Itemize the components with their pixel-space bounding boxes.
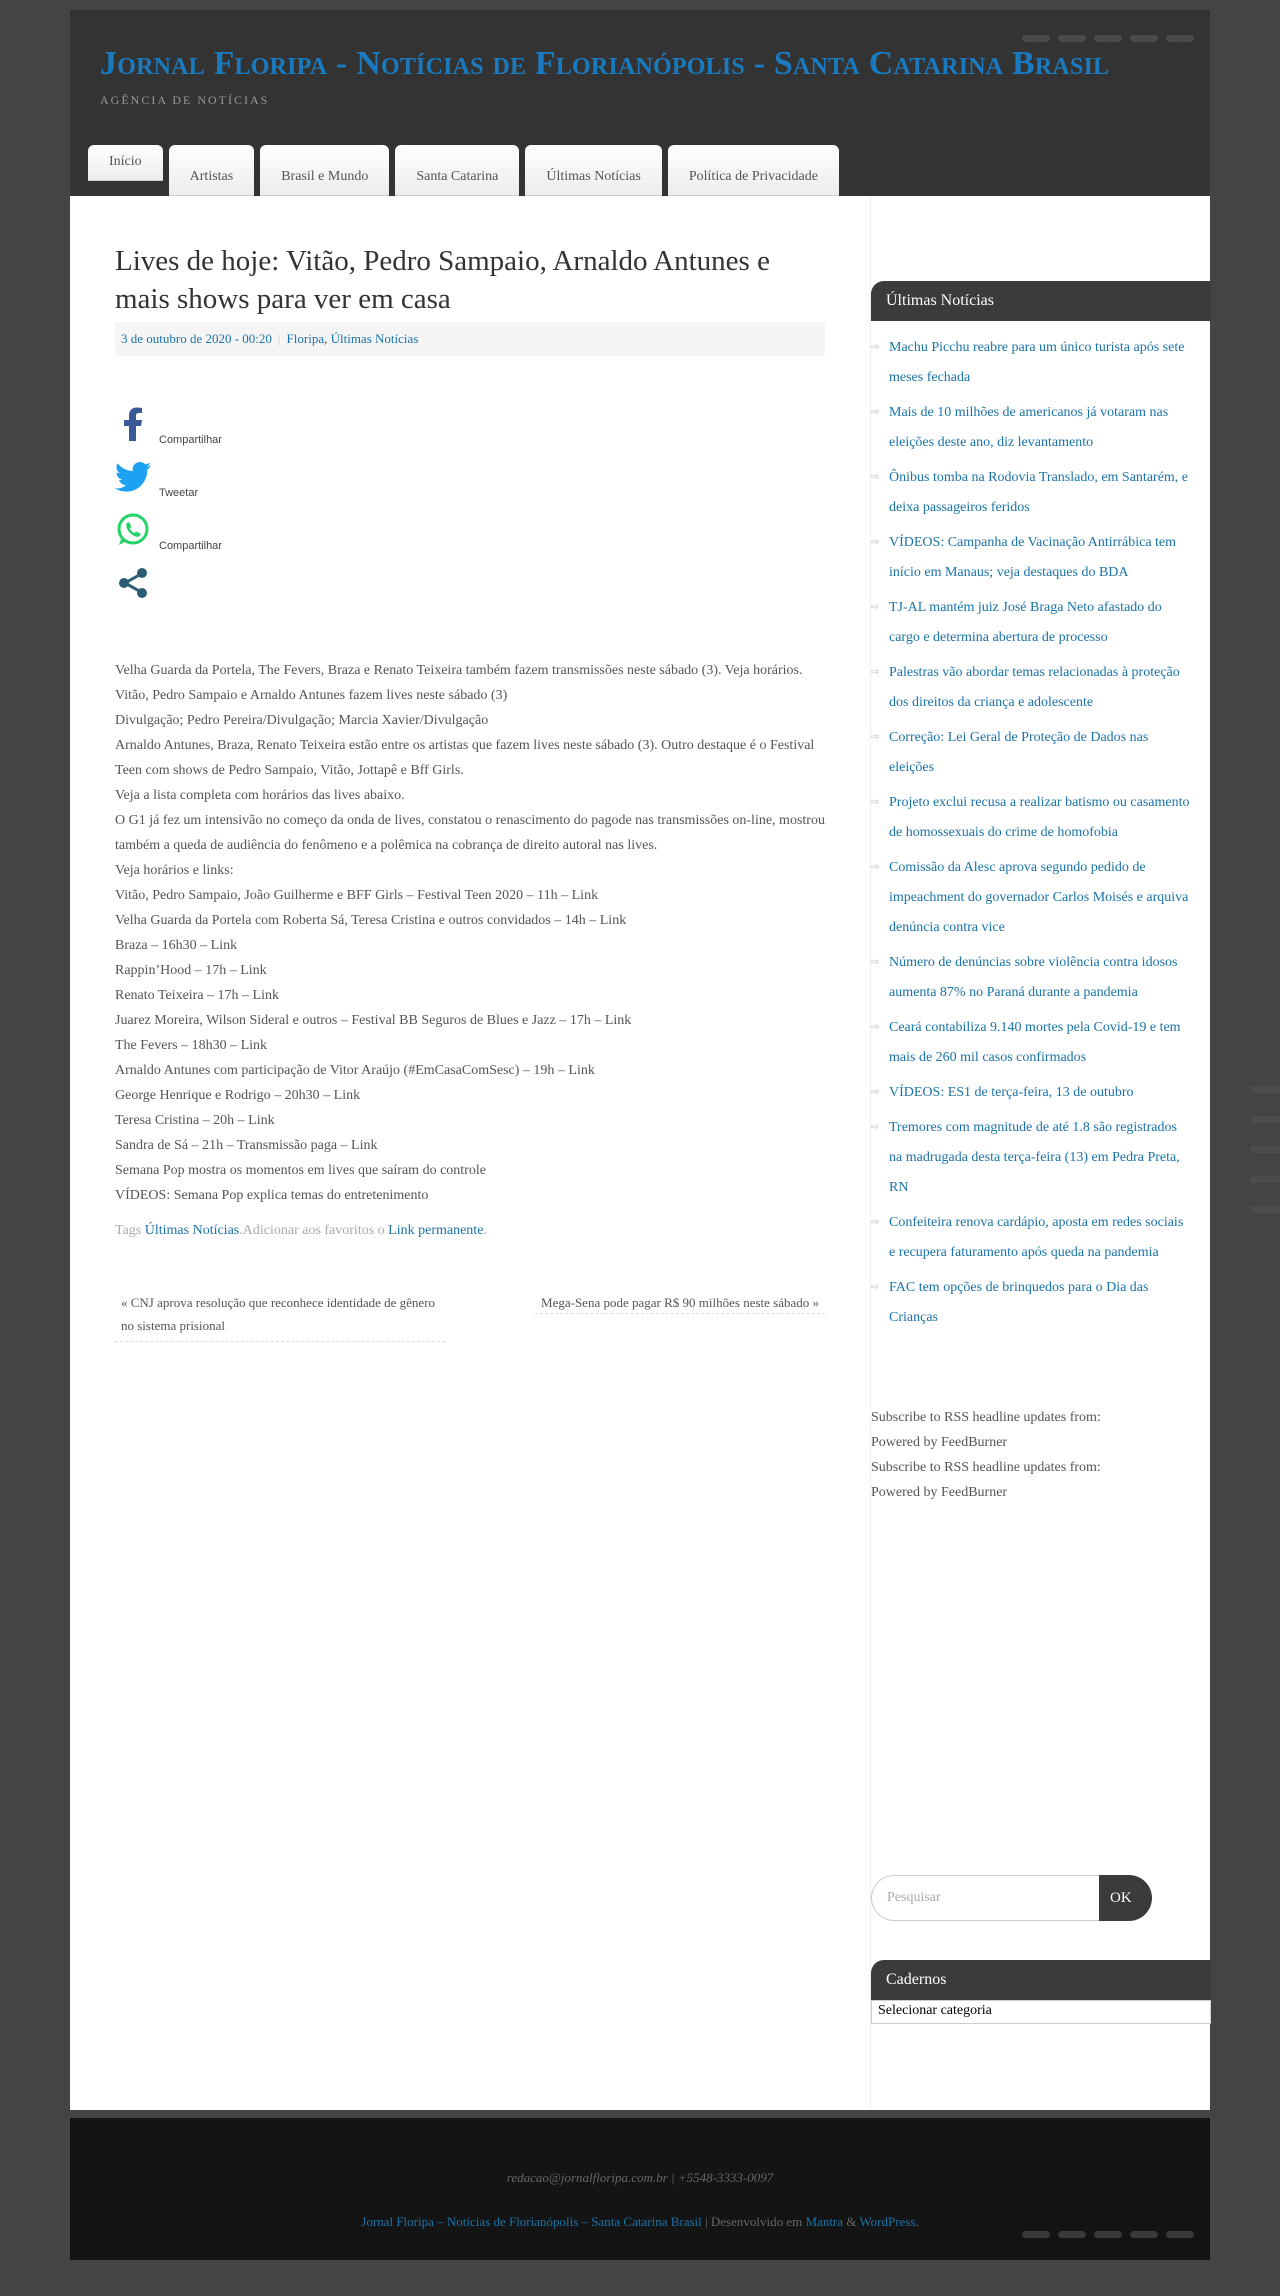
menu-item-inicio[interactable]: Início — [88, 145, 163, 181]
latest-news-item — [871, 398, 1191, 458]
permalink-link[interactable]: Link permanente — [388, 1223, 484, 1239]
post-paragraph: Braza – 16h30 – Link — [115, 938, 238, 954]
share-twitter-button[interactable] — [115, 459, 825, 512]
categories-title: Cadernos — [871, 1960, 1211, 2000]
site-title[interactable]: Jornal Floripa - Notícias de Florianópolis - Santa Catarina Brasil — [100, 45, 1110, 82]
category-link-ultimas-noticias[interactable]: Últimas Notícias — [330, 331, 419, 347]
footer-decoration — [1022, 2231, 1194, 2238]
right-edge-decoration — [1250, 1086, 1280, 1213]
share-whatsapp-button[interactable] — [115, 512, 825, 565]
latest-news-item — [871, 463, 1191, 523]
footer-site-link[interactable]: Jornal Floripa – Notícias de Florianópolis – Santa Catarina Brasil — [361, 2214, 702, 2229]
share-twitter-label: Tweetar — [159, 487, 199, 500]
menu-item-santa-catarina[interactable]: Santa Catarina — [395, 145, 519, 196]
search-form — [871, 1875, 1152, 1921]
share-icon — [115, 565, 151, 601]
latest-news-link[interactable]: Tremores com magnitude de até 1.8 são registrados na madrugada desta terça-feira (13) em Pedra Preta, RN — [889, 1120, 1180, 1195]
post-utility: Tags Últimas Notícias.Adicionar aos favoritos o Link permanente. — [115, 1223, 487, 1239]
facebook-icon — [115, 406, 151, 442]
post-paragraph: O G1 já fez um intensivão no começo da onda de lives, constatou o renascimento do pagode nas transmissões on-line, mostrou também a queda de audiência do fenômeno e a polêmica na cobrança de direito autoral nas lives. — [115, 813, 825, 854]
rss-widget — [871, 1405, 1211, 1505]
latest-news-title: Últimas Notícias — [871, 281, 1211, 321]
share-facebook-button[interactable] — [115, 406, 825, 459]
latest-news-item — [871, 788, 1191, 848]
post-paragraph: Juarez Moreira, Wilson Sideral e outros – Festival BB Seguros de Blues e Jazz – 17h – Link — [115, 1013, 632, 1029]
latest-news-item — [871, 1113, 1191, 1203]
latest-news-link[interactable]: VÍDEOS: ES1 de terça-feira, 13 de outubro — [889, 1085, 1134, 1100]
post-paragraph: Sandra de Sá – 21h – Transmissão paga – Link — [115, 1138, 378, 1154]
post-content — [115, 196, 825, 1342]
sidebar — [870, 196, 1210, 2110]
site-header — [70, 10, 1210, 196]
latest-news-link[interactable]: Projeto exclui recusa a realizar batismo ou casamento de homossexuais do crime de homofobia — [889, 795, 1190, 840]
whatsapp-icon — [115, 512, 151, 548]
main-area — [70, 196, 1210, 2110]
post-paragraph: The Fevers – 18h30 – Link — [115, 1038, 268, 1054]
header-decoration — [1022, 35, 1194, 42]
post-paragraph: Teresa Cristina – 20h – Link — [115, 1113, 275, 1129]
footer-dev-text: | Desenvolvido em — [701, 2214, 806, 2229]
latest-news-item — [871, 1013, 1191, 1073]
tags-label: Tags — [115, 1223, 142, 1239]
menu-item-artistas[interactable]: Artistas — [169, 145, 255, 196]
page-wrapper — [70, 10, 1210, 2260]
previous-post-link[interactable]: « CNJ aprova resolução que reconhece identidade de gênero no sistema prisional — [115, 1287, 445, 1342]
post-paragraph: Arnaldo Antunes com participação de Vitor Araújo (#EmCasaComSesc) – 19h – Link — [115, 1063, 595, 1079]
rss-line: Powered by FeedBurner — [871, 1485, 1008, 1500]
share-facebook-label: Compartilhar — [159, 434, 222, 447]
latest-news-link[interactable]: Machu Picchu reabre para um único turista após sete meses fechada — [889, 340, 1185, 385]
post-title: Lives de hoje: Vitão, Pedro Sampaio, Arnaldo Antunes e mais shows para ver em casa — [115, 245, 770, 315]
menu-item-brasil-e-mundo[interactable]: Brasil e Mundo — [260, 145, 389, 196]
latest-news-link[interactable]: Mais de 10 milhões de americanos já votaram nas eleições deste ano, diz levantamento — [889, 405, 1169, 450]
latest-news-item — [871, 528, 1191, 588]
footer-mantra-link[interactable]: Mantra — [805, 2214, 844, 2229]
widget-latest-news — [871, 281, 1211, 1505]
latest-news-link[interactable]: TJ-AL mantém juiz José Braga Neto afastado do cargo e determina abertura de processo — [889, 600, 1162, 645]
post-paragraph: Velha Guarda da Portela com Roberta Sá, Teresa Cristina e outros convidados – 14h – Link — [115, 913, 627, 929]
search-button[interactable]: OK — [1099, 1875, 1152, 1921]
latest-news-item — [871, 853, 1191, 943]
latest-news-link[interactable]: Palestras vão abordar temas relacionadas à proteção dos direitos da criança e adolescente — [889, 665, 1180, 710]
latest-news-item — [871, 948, 1191, 1008]
post-paragraph: Rappin’Hood – 17h – Link — [115, 963, 267, 979]
rss-line: Subscribe to RSS headline updates from: — [871, 1410, 1101, 1425]
main-menu — [88, 145, 839, 196]
menu-item-ultimas-noticias[interactable]: Últimas Notícias — [525, 145, 662, 196]
category-select[interactable]: Selecionar categoria — [871, 2000, 1211, 2024]
footer-contact: redacao@jornalfloripa.com.br | +5548-3333-0097 — [506, 2170, 774, 2185]
search-input[interactable]: Pesquisar — [871, 1875, 1099, 1921]
share-whatsapp-label: Compartilhar — [159, 540, 222, 553]
latest-news-item — [871, 1208, 1191, 1268]
latest-news-item — [871, 333, 1191, 393]
latest-news-list — [871, 333, 1211, 1333]
latest-news-item — [871, 593, 1191, 653]
post-paragraph: Arnaldo Antunes, Braza, Renato Teixeira estão entre os artistas que fazem lives neste sábado (3). Outro destaque é o Festival Teen com shows de Pedro Sampaio, Vitão, Jottapê e Bff Girls. — [115, 738, 815, 779]
latest-news-link[interactable]: FAC tem opções de brinquedos para o Dia das Crianças — [889, 1280, 1149, 1325]
latest-news-item — [871, 658, 1191, 718]
next-post-link[interactable]: Mega-Sena pode pagar R$ 90 milhões neste sábado » — [535, 1287, 825, 1314]
latest-news-link[interactable]: Confeiteira renova cardápio, aposta em redes sociais e recupera faturamento após queda na pandemia — [889, 1215, 1184, 1260]
footer-dot: . — [915, 2214, 919, 2229]
latest-news-link[interactable]: Ceará contabiliza 9.140 mortes pela Covid-19 e tem mais de 260 mil casos confirmados — [889, 1020, 1181, 1065]
site-footer — [70, 2118, 1210, 2260]
footer-ampersand: & — [843, 2214, 860, 2229]
share-buttons — [115, 406, 825, 618]
latest-news-link[interactable]: Ônibus tomba na Rodovia Translado, em Santarém, e deixa passageiros feridos — [889, 470, 1189, 515]
bookmark-text: .Adicionar aos favoritos o — [239, 1223, 385, 1239]
post-paragraph: Renato Teixeira – 17h – Link — [115, 988, 280, 1004]
post-navigation — [115, 1287, 825, 1342]
post-paragraph: George Henrique e Rodrigo – 20h30 – Link — [115, 1088, 361, 1104]
post-body — [115, 658, 825, 1208]
tag-link-ultimas-noticias[interactable]: Últimas Notícias — [144, 1223, 240, 1239]
latest-news-item — [871, 723, 1191, 783]
rss-line: Powered by FeedBurner — [871, 1435, 1008, 1450]
latest-news-item — [871, 1078, 1191, 1108]
menu-item-politica-de-privacidade[interactable]: Política de Privacidade — [668, 145, 839, 196]
post-paragraph: Veja a lista completa com horários das lives abaixo. — [115, 788, 405, 804]
latest-news-item — [871, 1273, 1191, 1333]
post-date-link[interactable]: 3 de outubro de 2020 - 00:20 — [121, 331, 272, 347]
latest-news-link[interactable]: Número de denúncias sobre violência contra idosos aumenta 87% no Paraná durante a pandemia — [889, 955, 1178, 1000]
post-paragraph: Vitão, Pedro Sampaio, João Guilherme e BFF Girls – Festival Teen 2020 – 11h – Link — [115, 888, 599, 904]
latest-news-link[interactable]: Correção: Lei Geral de Proteção de Dados nas eleições — [889, 730, 1149, 775]
footer-credits — [70, 2214, 1210, 2230]
category-link-floripa[interactable]: Floripa — [286, 331, 325, 347]
rss-line: Subscribe to RSS headline updates from: — [871, 1460, 1101, 1475]
widget-categories — [871, 1960, 1211, 2024]
post-paragraph: Veja horários e links: — [115, 863, 234, 879]
share-more-button[interactable] — [115, 565, 825, 618]
site-description: AGÊNCIA DE NOTÍCIAS — [100, 93, 270, 107]
latest-news-link[interactable]: VÍDEOS: Campanha de Vacinação Antirrábica tem início em Manaus; veja destaques do BDA — [889, 535, 1177, 580]
post-paragraph: Velha Guarda da Portela, The Fevers, Braza e Renato Teixeira também fazem transmissões neste sábado (3). Veja horários. Vitão, Pedro Sampaio e Arnaldo Antunes fazem lives neste sábado (3) — [115, 663, 803, 704]
post-paragraph: VÍDEOS: Semana Pop explica temas do entretenimento — [115, 1188, 429, 1204]
footer-wordpress-link[interactable]: WordPress — [859, 2214, 916, 2229]
post-paragraph: Semana Pop mostra os momentos em lives que saíram do controle — [115, 1163, 486, 1179]
latest-news-link[interactable]: Comissão da Alesc aprova segundo pedido de impeachment do governador Carlos Moisés e arquiva denúncia contra vice — [889, 860, 1189, 935]
post-meta: 3 de outubro de 2020 - 00:20 | Floripa, Últimas Notícias — [115, 322, 825, 356]
twitter-icon — [115, 459, 151, 495]
post-paragraph: Divulgação; Pedro Pereira/Divulgação; Marcia Xavier/Divulgação — [115, 713, 489, 729]
